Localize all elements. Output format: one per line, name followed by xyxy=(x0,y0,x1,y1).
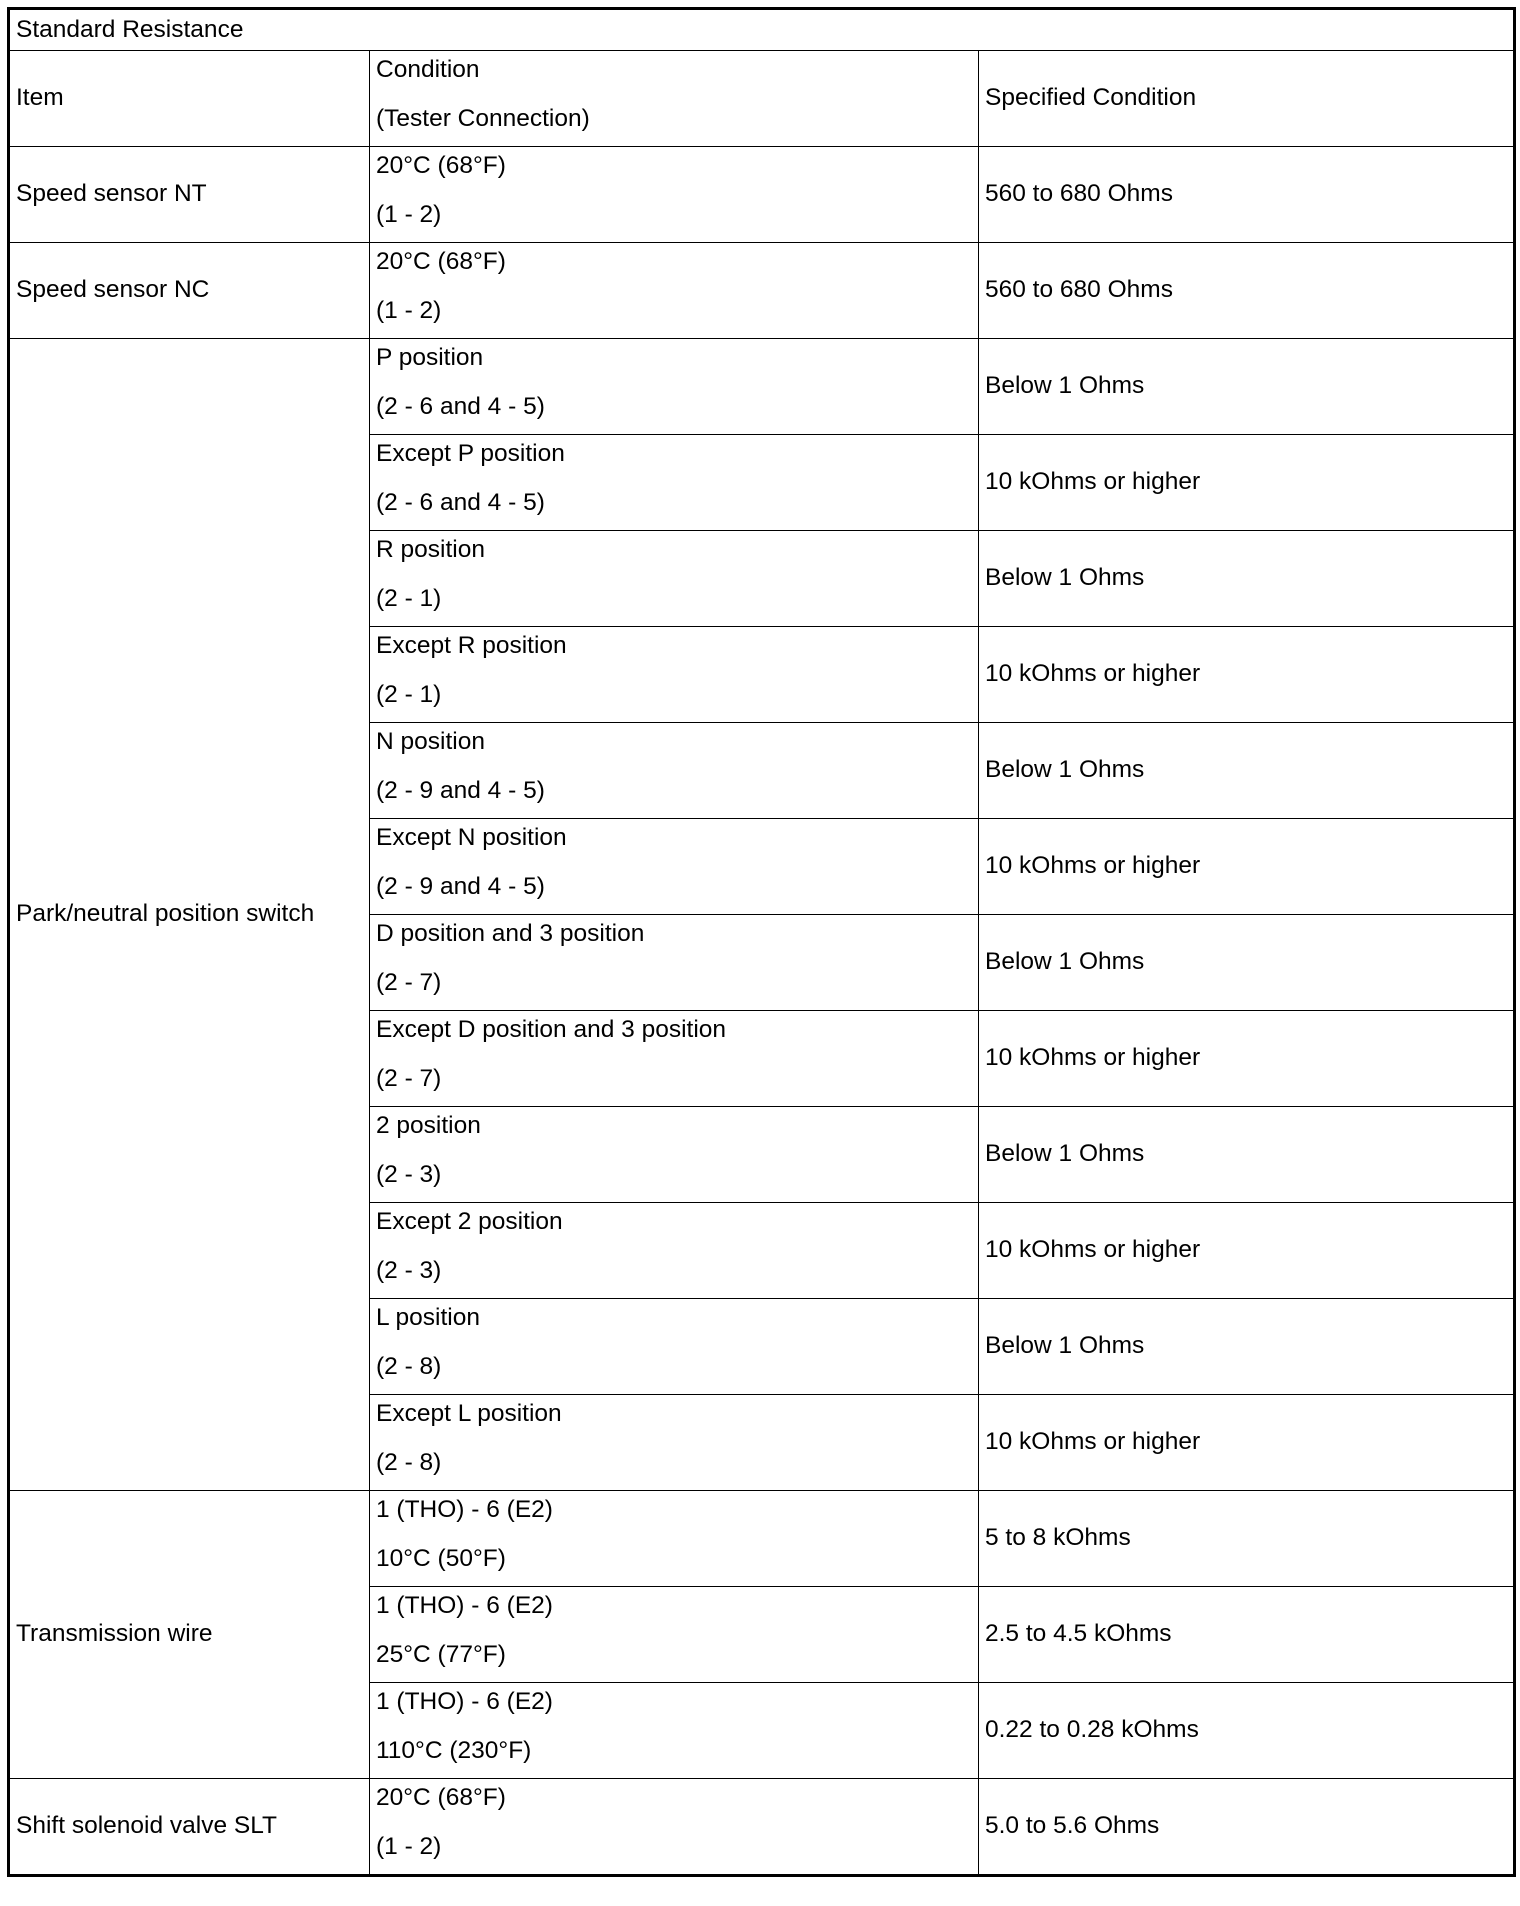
condition-cell xyxy=(370,1107,979,1203)
condition-line1: N position xyxy=(376,728,485,755)
specified-condition-cell: 10 kOhms or higher xyxy=(979,435,1515,531)
specified-condition-cell: 10 kOhms or higher xyxy=(979,1395,1515,1491)
condition-line2: (2 - 8) xyxy=(376,1353,442,1380)
table-row xyxy=(9,243,1515,339)
condition-cell xyxy=(370,435,979,531)
condition-cell xyxy=(370,819,979,915)
condition-cell xyxy=(370,627,979,723)
condition-cell xyxy=(370,1491,979,1587)
condition-line2: 25°C (77°F) xyxy=(376,1641,506,1668)
condition-cell xyxy=(370,243,979,339)
condition-cell xyxy=(370,915,979,1011)
specified-condition-cell: 560 to 680 Ohms xyxy=(979,243,1515,339)
specified-condition-cell: 5 to 8 kOhms xyxy=(979,1491,1515,1587)
condition-line2: (2 - 9 and 4 - 5) xyxy=(376,873,545,900)
item-cell: Shift solenoid valve SLT xyxy=(9,1779,370,1876)
table-row xyxy=(9,339,1515,435)
condition-line1: Except 2 position xyxy=(376,1208,563,1235)
condition-line1: Except R position xyxy=(376,632,567,659)
header-condition-line2: (Tester Connection) xyxy=(376,105,590,132)
condition-line1: 20°C (68°F) xyxy=(376,152,506,179)
item-cell: Speed sensor NT xyxy=(9,147,370,243)
specified-condition-cell: 10 kOhms or higher xyxy=(979,627,1515,723)
condition-line2: (2 - 1) xyxy=(376,585,442,612)
condition-line2: (1 - 2) xyxy=(376,201,442,228)
header-specified-condition: Specified Condition xyxy=(979,51,1515,147)
specified-condition-cell: Below 1 Ohms xyxy=(979,1107,1515,1203)
table-row xyxy=(9,1491,1515,1587)
specified-condition-cell: 5.0 to 5.6 Ohms xyxy=(979,1779,1515,1876)
condition-line2: (2 - 6 and 4 - 5) xyxy=(376,393,545,420)
item-cell: Speed sensor NC xyxy=(9,243,370,339)
specified-condition-cell: Below 1 Ohms xyxy=(979,1299,1515,1395)
condition-line1: D position and 3 position xyxy=(376,920,645,947)
condition-line1: 20°C (68°F) xyxy=(376,248,506,275)
condition-line2: (2 - 1) xyxy=(376,681,442,708)
condition-line1: Except P position xyxy=(376,440,565,467)
table-caption: Standard Resistance xyxy=(9,9,1515,51)
header-condition-line1: Condition xyxy=(376,56,480,83)
condition-line2: (1 - 2) xyxy=(376,297,442,324)
condition-line1: Except N position xyxy=(376,824,567,851)
specified-condition-cell: Below 1 Ohms xyxy=(979,531,1515,627)
condition-line2: (2 - 7) xyxy=(376,1065,442,1092)
condition-line1: Except L position xyxy=(376,1400,562,1427)
condition-line1: 2 position xyxy=(376,1112,481,1139)
condition-line2: (2 - 7) xyxy=(376,969,442,996)
condition-cell xyxy=(370,147,979,243)
item-cell: Park/neutral position switch xyxy=(9,339,370,1491)
specified-condition-cell: 2.5 to 4.5 kOhms xyxy=(979,1587,1515,1683)
specified-condition-cell: Below 1 Ohms xyxy=(979,339,1515,435)
condition-cell xyxy=(370,1299,979,1395)
specified-condition-cell: Below 1 Ohms xyxy=(979,915,1515,1011)
header-condition xyxy=(370,51,979,147)
table-row xyxy=(9,147,1515,243)
condition-line2: (2 - 9 and 4 - 5) xyxy=(376,777,545,804)
condition-line2: (2 - 3) xyxy=(376,1257,442,1284)
specified-condition-cell: 10 kOhms or higher xyxy=(979,1203,1515,1299)
condition-cell xyxy=(370,531,979,627)
standard-resistance-table xyxy=(7,7,1516,1877)
condition-cell xyxy=(370,1395,979,1491)
condition-line2: 110°C (230°F) xyxy=(376,1737,532,1764)
condition-cell xyxy=(370,1683,979,1779)
table-caption-row xyxy=(9,9,1515,51)
condition-line2: (2 - 3) xyxy=(376,1161,442,1188)
condition-line2: (2 - 6 and 4 - 5) xyxy=(376,489,545,516)
condition-cell xyxy=(370,1203,979,1299)
condition-line1: 1 (THO) - 6 (E2) xyxy=(376,1496,553,1523)
specified-condition-cell: 10 kOhms or higher xyxy=(979,1011,1515,1107)
table-header-row xyxy=(9,51,1515,147)
condition-line1: 20°C (68°F) xyxy=(376,1784,506,1811)
condition-cell xyxy=(370,1011,979,1107)
item-cell: Transmission wire xyxy=(9,1491,370,1779)
condition-line1: L position xyxy=(376,1304,480,1331)
condition-line1: 1 (THO) - 6 (E2) xyxy=(376,1688,553,1715)
condition-cell xyxy=(370,1587,979,1683)
condition-cell xyxy=(370,1779,979,1876)
condition-line1: Except D position and 3 position xyxy=(376,1016,727,1043)
condition-cell xyxy=(370,723,979,819)
condition-line2: 10°C (50°F) xyxy=(376,1545,506,1572)
specified-condition-cell: 560 to 680 Ohms xyxy=(979,147,1515,243)
condition-line1: R position xyxy=(376,536,485,563)
header-item: Item xyxy=(9,51,370,147)
condition-line2: (2 - 8) xyxy=(376,1449,442,1476)
specified-condition-cell: 10 kOhms or higher xyxy=(979,819,1515,915)
specified-condition-cell: 0.22 to 0.28 kOhms xyxy=(979,1683,1515,1779)
condition-line2: (1 - 2) xyxy=(376,1833,442,1860)
table-row xyxy=(9,1779,1515,1876)
condition-cell xyxy=(370,339,979,435)
condition-line1: P position xyxy=(376,344,484,371)
condition-line1: 1 (THO) - 6 (E2) xyxy=(376,1592,553,1619)
specified-condition-cell: Below 1 Ohms xyxy=(979,723,1515,819)
